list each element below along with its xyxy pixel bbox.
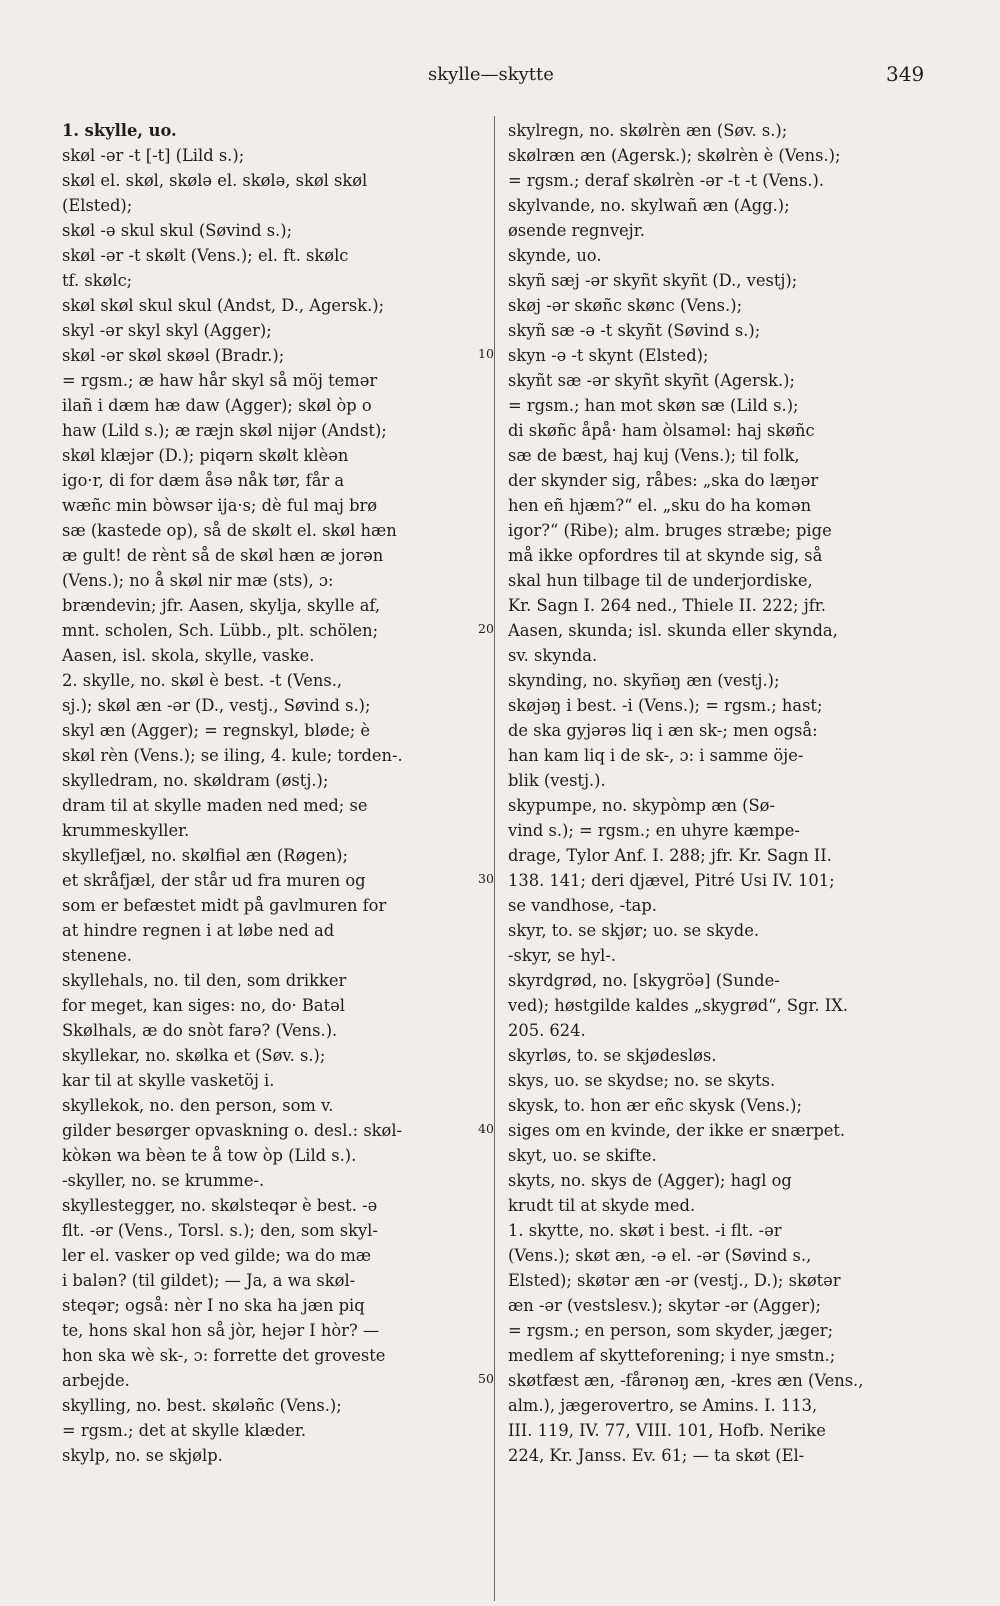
text-line: æ gult! de rènt så de skøl hæn æ jorən — [62, 546, 384, 565]
text-line: skyrdgrød, no. [skygröə] (Sunde- — [508, 971, 780, 990]
text-line: 2. skylle, no. skøl è best. -t (Vens., — [62, 671, 343, 690]
text-line: hen eñ hjæm?“ el. „sku do ha komən — [508, 496, 812, 515]
text-line: III. 119, IV. 77, VIII. 101, Hofb. Nerike — [508, 1421, 826, 1440]
text-line: -skyller, no. se krumme-. — [62, 1171, 265, 1190]
text-line: kar til at skylle vasketöj i. — [62, 1071, 275, 1090]
text-line: for meget, kan siges: no, do· Batəl — [62, 996, 345, 1015]
text-line: skynding, no. skyñəŋ æn (vestj.); — [508, 671, 780, 690]
text-line: mnt. scholen, Sch. Lübb., plt. schölen; — [62, 621, 379, 640]
text-line: = rgsm.; det at skylle klæder. — [62, 1421, 307, 1440]
text-line: skal hun tilbage til de underjordiske, — [508, 571, 813, 590]
text-line: sæ de bæst, haj kuj (Vens.); til folk, — [508, 446, 800, 465]
text-line: skyñ sæ -ə -t skyñt (Søvind s.); — [508, 321, 761, 340]
text-line: skyr, to. se skjør; uo. se skyde. — [508, 921, 760, 940]
line-number-50: 50 — [478, 1371, 494, 1386]
text-line: = rgsm.; deraf skølrèn -ər -t -t (Vens.). — [508, 171, 825, 190]
text-line: skøtfæst æn, -fårənəŋ æn, -kres æn (Vens., — [508, 1371, 864, 1390]
text-line: (Vens.); skøt æn, -ə el. -ər (Søvind s., — [508, 1246, 812, 1265]
text-line: de ska gyjərəs liq i æn sk-; men også: — [508, 721, 818, 740]
text-line: (Vens.); no å skøl nir mæ (sts), ɔ: — [62, 571, 334, 590]
text-line: Kr. Sagn I. 264 ned., Thiele II. 222; jfr. — [508, 596, 826, 615]
text-line: dram til at skylle maden ned med; se — [62, 796, 368, 815]
text-line: 1. skytte, no. skøt i best. -i flt. -ər — [508, 1221, 782, 1240]
text-line: ler el. vasker op ved gilde; wa do mæ — [62, 1246, 372, 1265]
text-line: sæ (kastede op), så de skølt el. skøl hæn — [62, 521, 397, 540]
text-line: skyllekar, no. skølka et (Søv. s.); — [62, 1046, 326, 1065]
text-line: skyllehals, no. til den, som drikker — [62, 971, 347, 990]
text-line: skylling, no. best. skøləñc (Vens.); — [62, 1396, 342, 1415]
text-line: hon ska wè sk-, ɔ: forrette det groveste — [62, 1346, 386, 1365]
text-line: kòkən wa bèən te å tow òp (Lild s.). — [62, 1146, 357, 1165]
text-line: skyts, no. skys de (Agger); hagl og — [508, 1171, 792, 1190]
text-line: skyñ sæj -ər skyñt skyñt (D., vestj); — [508, 271, 798, 290]
text-line: et skråfjæl, der står ud fra muren og — [62, 871, 366, 890]
text-line: skyl -ər skyl skyl (Agger); — [62, 321, 272, 340]
text-line: skypumpe, no. skypòmp æn (Sø- — [508, 796, 775, 815]
text-line: 205. 624. — [508, 1021, 586, 1040]
text-line: 1. skylle, uo. — [62, 121, 177, 140]
text-line: haw (Lild s.); æ ræjn skøl nijər (Andst); — [62, 421, 387, 440]
text-line: sv. skynda. — [508, 646, 598, 665]
text-line: arbejde. — [62, 1371, 130, 1390]
text-line: øsende regnvejr. — [508, 221, 645, 240]
text-line: 224, Kr. Janss. Ev. 61; — ta skøt (El- — [508, 1446, 805, 1465]
text-line: skys, uo. se skydse; no. se skyts. — [508, 1071, 776, 1090]
text-line: igor?“ (Ribe); alm. bruges stræbe; pige — [508, 521, 832, 540]
text-line: alm.), jægerovertro, se Amins. I. 113, — [508, 1396, 818, 1415]
text-line: sj.); skøl æn -ər (D., vestj., Søvind s.); — [62, 696, 371, 715]
running-head: skylle—skytte — [428, 64, 554, 85]
text-line: stenene. — [62, 946, 132, 965]
page-header — [0, 64, 1000, 94]
text-line: brændevin; jfr. Aasen, skylja, skylle af, — [62, 596, 381, 615]
text-line: wæñc min bòwsər ija·s; dè ful maj brø — [62, 496, 378, 515]
text-line: siges om en kvinde, der ikke er snærpet. — [508, 1121, 846, 1140]
text-line: = rgsm.; æ haw hår skyl så möj temər — [62, 371, 378, 390]
text-line: = rgsm.; han mot skøn sæ (Lild s.); — [508, 396, 799, 415]
text-line: = rgsm.; en person, som skyder, jæger; — [508, 1321, 834, 1340]
text-line: skyllefjæl, no. skølfiəl æn (Røgen); — [62, 846, 348, 865]
text-line: skøl -ər skøl skøəl (Bradr.); — [62, 346, 285, 365]
right-column — [508, 118, 933, 1468]
text-line: steqər; også: nèr I no ska ha jæn piq — [62, 1296, 365, 1315]
text-line: ilañ i dæm hæ daw (Agger); skøl òp o — [62, 396, 372, 415]
text-line: skyllestegger, no. skølsteqər è best. -ə — [62, 1196, 378, 1215]
text-line: skølræn æn (Agersk.); skølrèn è (Vens.); — [508, 146, 841, 165]
text-line: skyl æn (Agger); = regnskyl, bløde; è — [62, 721, 371, 740]
text-line: skysk, to. hon ær eñc skysk (Vens.); — [508, 1096, 802, 1115]
text-line: Elsted); skøtər æn -ər (vestj., D.); skøtər — [508, 1271, 841, 1290]
text-line: krummeskyller. — [62, 821, 190, 840]
text-line: medlem af skytteforening; i nye smstn.; — [508, 1346, 836, 1365]
text-line: skyrløs, to. se skjødesløs. — [508, 1046, 717, 1065]
column-divider — [494, 116, 495, 1601]
text-line: Skølhals, æ do snòt farə? (Vens.). — [62, 1021, 338, 1040]
text-line: skyn -ə -t skynt (Elsted); — [508, 346, 709, 365]
text-line: skylregn, no. skølrèn æn (Søv. s.); — [508, 121, 788, 140]
text-line: skøl -ər -t skølt (Vens.); el. ft. skølc — [62, 246, 349, 265]
text-line: tf. skølc; — [62, 271, 133, 290]
text-line: gilder besørger opvaskning o. desl.: skøl- — [62, 1121, 403, 1140]
text-line: (Elsted); — [62, 196, 133, 215]
left-column — [62, 118, 482, 1468]
text-line: flt. -ər (Vens., Torsl. s.); den, som skyl- — [62, 1221, 378, 1240]
text-line: må ikke opfordres til at skynde sig, så — [508, 546, 823, 565]
text-line: skøjəŋ i best. -i (Vens.); = rgsm.; hast; — [508, 696, 823, 715]
text-line: skyllekok, no. den person, som v. — [62, 1096, 334, 1115]
text-line: at hindre regnen i at løbe ned ad — [62, 921, 335, 940]
text-line: krudt til at skyde med. — [508, 1196, 696, 1215]
text-line: der skynder sig, råbes: „ska do læŋər — [508, 471, 819, 490]
text-line: blik (vestj.). — [508, 771, 606, 790]
text-line: se vandhose, -tap. — [508, 896, 657, 915]
text-line: Aasen, isl. skola, skylle, vaske. — [62, 646, 315, 665]
text-line: skyñt sæ -ər skyñt skyñt (Agersk.); — [508, 371, 795, 390]
text-line: skøj -ər skøñc skønc (Vens.); — [508, 296, 743, 315]
text-line: Aasen, skunda; isl. skunda eller skynda, — [508, 621, 838, 640]
text-line: skøl -ər -t [-t] (Lild s.); — [62, 146, 245, 165]
line-number-10: 10 — [478, 346, 494, 361]
text-line: drage, Tylor Anf. I. 288; jfr. Kr. Sagn II. — [508, 846, 832, 865]
text-line: ved); høstgilde kaldes „skygrød“, Sgr. IX. — [508, 996, 848, 1015]
text-line: skøl skøl skul skul (Andst, D., Agersk.); — [62, 296, 385, 315]
page-number: 349 — [886, 62, 925, 86]
line-number-20: 20 — [478, 621, 494, 636]
text-line: skyt, uo. se skifte. — [508, 1146, 657, 1165]
text-line: skylledram, no. skøldram (østj.); — [62, 771, 329, 790]
line-number-30: 30 — [478, 871, 494, 886]
text-line: som er befæstet midt på gavlmuren for — [62, 896, 387, 915]
text-line: te, hons skal hon så jòr, hejər I hòr? — — [62, 1321, 380, 1340]
text-line: -skyr, se hyl-. — [508, 946, 616, 965]
text-line: han kam liq i de sk-, ɔ: i samme öje- — [508, 746, 804, 765]
text-line: i balən? (til gildet); — Ja, a wa skøl- — [62, 1271, 356, 1290]
text-line: skynde, uo. — [508, 246, 602, 265]
text-line: di skøñc åpå· ham òlsaməl: haj skøñc — [508, 421, 815, 440]
text-line: skøl el. skøl, skølə el. skølə, skøl skøl — [62, 171, 368, 190]
text-line: skøl klæjər (D.); piqərn skølt klèən — [62, 446, 349, 465]
text-line: 138. 141; deri djævel, Pitré Usi IV. 101; — [508, 871, 835, 890]
text-line: skøl -ə skul skul (Søvind s.); — [62, 221, 293, 240]
text-line: æn -ər (vestslesv.); skytər -ər (Agger); — [508, 1296, 822, 1315]
text-line: igo·r, di for dæm åsə nåk tør, får a — [62, 471, 345, 490]
text-line: skylp, no. se skjølp. — [62, 1446, 223, 1465]
text-line: skylvande, no. skylwañ æn (Agg.); — [508, 196, 790, 215]
text-line: skøl rèn (Vens.); se iling, 4. kule; torden-. — [62, 746, 403, 765]
line-number-40: 40 — [478, 1121, 494, 1136]
text-line: vind s.); = rgsm.; en uhyre kæmpe- — [508, 821, 800, 840]
